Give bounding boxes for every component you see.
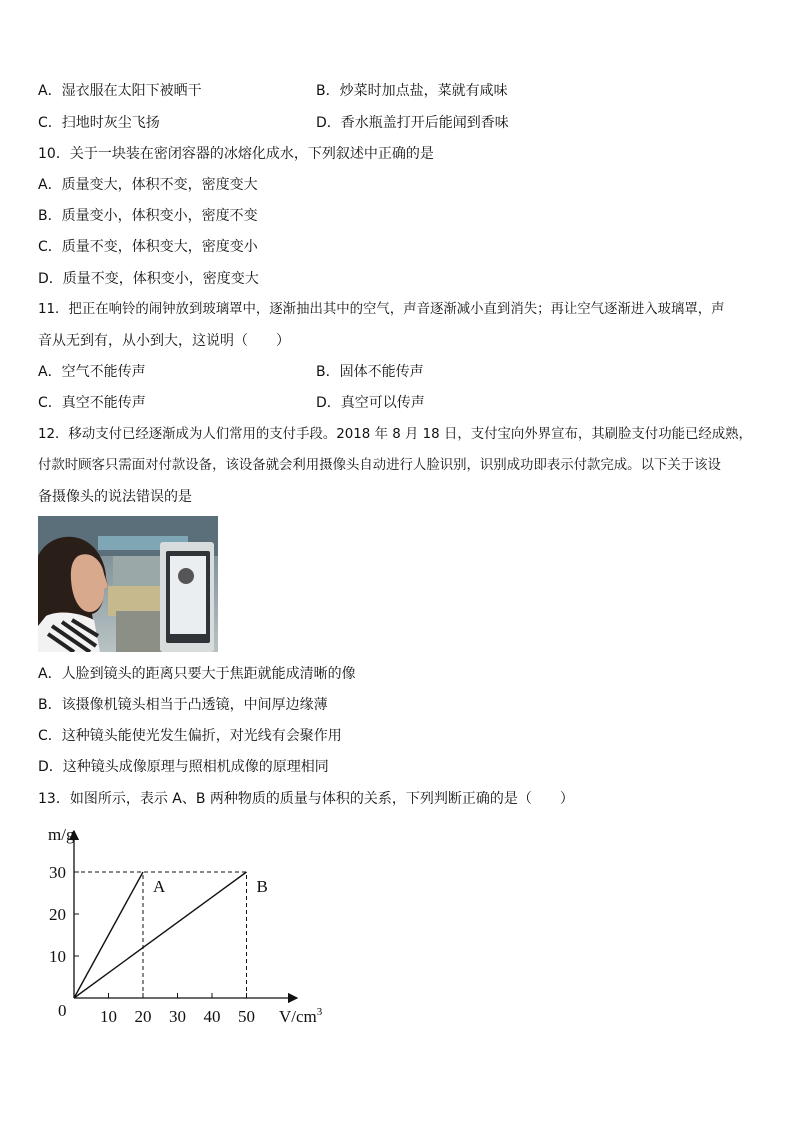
face-payment-photo bbox=[38, 516, 218, 652]
q12-option-a: A．人脸到镜头的距离只要大于焦距就能成清晰的像 bbox=[38, 666, 356, 682]
q9-option-a: A．湿衣服在太阳下被晒干 bbox=[38, 83, 202, 99]
origin-label: 0 bbox=[58, 1001, 67, 1020]
series-line-a bbox=[74, 872, 143, 998]
q9-option-c: C．扫地时灰尘飞扬 bbox=[38, 115, 160, 131]
q9-option-d: D．香水瓶盖打开后能闻到香味 bbox=[316, 115, 509, 131]
q11-option-b: B．固体不能传声 bbox=[316, 364, 424, 380]
x-tick-label: 10 bbox=[100, 1007, 117, 1026]
y-tick-label: 20 bbox=[49, 905, 66, 924]
q12-stem-line3: 备摄像头的说法错误的是 bbox=[38, 489, 192, 505]
y-axis-label: m/g bbox=[48, 825, 75, 844]
q11-stem-line2: 音从无到有，从小到大，这说明（ ） bbox=[38, 333, 290, 349]
x-axis-label-sup: 3 bbox=[316, 1006, 323, 1018]
series-label-b: B bbox=[256, 877, 268, 896]
q13-stem: 13．如图所示，表示 A、B 两种物质的质量与体积的关系，下列判断正确的是（ ） bbox=[38, 791, 574, 807]
series-label-a: A bbox=[153, 877, 166, 896]
face-payment-illustration bbox=[38, 516, 218, 652]
q10-option-a: A．质量变大，体积不变，密度变大 bbox=[38, 177, 258, 193]
q10-option-c: C．质量不变，体积变大，密度变小 bbox=[38, 239, 258, 255]
q9-option-b: B．炒菜时加点盐，菜就有咸味 bbox=[316, 83, 508, 99]
x-tick-label: 50 bbox=[238, 1007, 255, 1026]
q12-stem-line2: 付款时顾客只需面对付款设备，该设备就会利用摄像头自动进行人脸识别，识别成功即表示付款完成。以下关于该设 bbox=[38, 458, 721, 473]
q11-option-c: C．真空不能传声 bbox=[38, 395, 146, 411]
series-lines bbox=[74, 872, 268, 998]
q12-option-d: D．这种镜头成像原理与照相机成像的原理相同 bbox=[38, 759, 329, 775]
x-tick-label: 20 bbox=[134, 1007, 152, 1026]
x-tick-label: 30 bbox=[169, 1007, 186, 1026]
q12-option-b: B．该摄像机镜头相当于凸透镜，中间厚边缘薄 bbox=[38, 697, 328, 713]
q11-option-a: A．空气不能传声 bbox=[38, 364, 146, 380]
tick-labels bbox=[49, 863, 255, 1026]
q11-stem-line1: 11．把正在响铃的闹钟放到玻璃罩中，逐渐抽出其中的空气，声音逐渐减小直到消失；再让空气逐渐进入玻璃罩，声 bbox=[38, 302, 725, 317]
x-tick-label: 40 bbox=[203, 1007, 221, 1026]
q12-stem-line1: 12．移动支付已经逐渐成为人们常用的支付手段。2018 年 8 月 18 日，支付宝向外界宣布，其刷脸支付功能已经成熟， bbox=[38, 427, 752, 442]
x-axis-label-base: V/cm bbox=[279, 1007, 317, 1026]
q11-option-d: D．真空可以传声 bbox=[316, 395, 425, 411]
y-tick-label: 10 bbox=[49, 947, 66, 966]
x-axis-label bbox=[279, 1006, 323, 1026]
q12-option-c: C．这种镜头能使光发生偏折，对光线有会聚作用 bbox=[38, 728, 342, 744]
mass-volume-chart bbox=[30, 818, 360, 1033]
q10-option-b: B．质量变小，体积变小，密度不变 bbox=[38, 208, 258, 224]
q10-option-d: D．质量不变，体积变小，密度变大 bbox=[38, 271, 259, 287]
q10-stem: 10．关于一块装在密闭容器的冰熔化成水，下列叙述中正确的是 bbox=[38, 146, 434, 162]
y-tick-label: 30 bbox=[49, 863, 66, 882]
